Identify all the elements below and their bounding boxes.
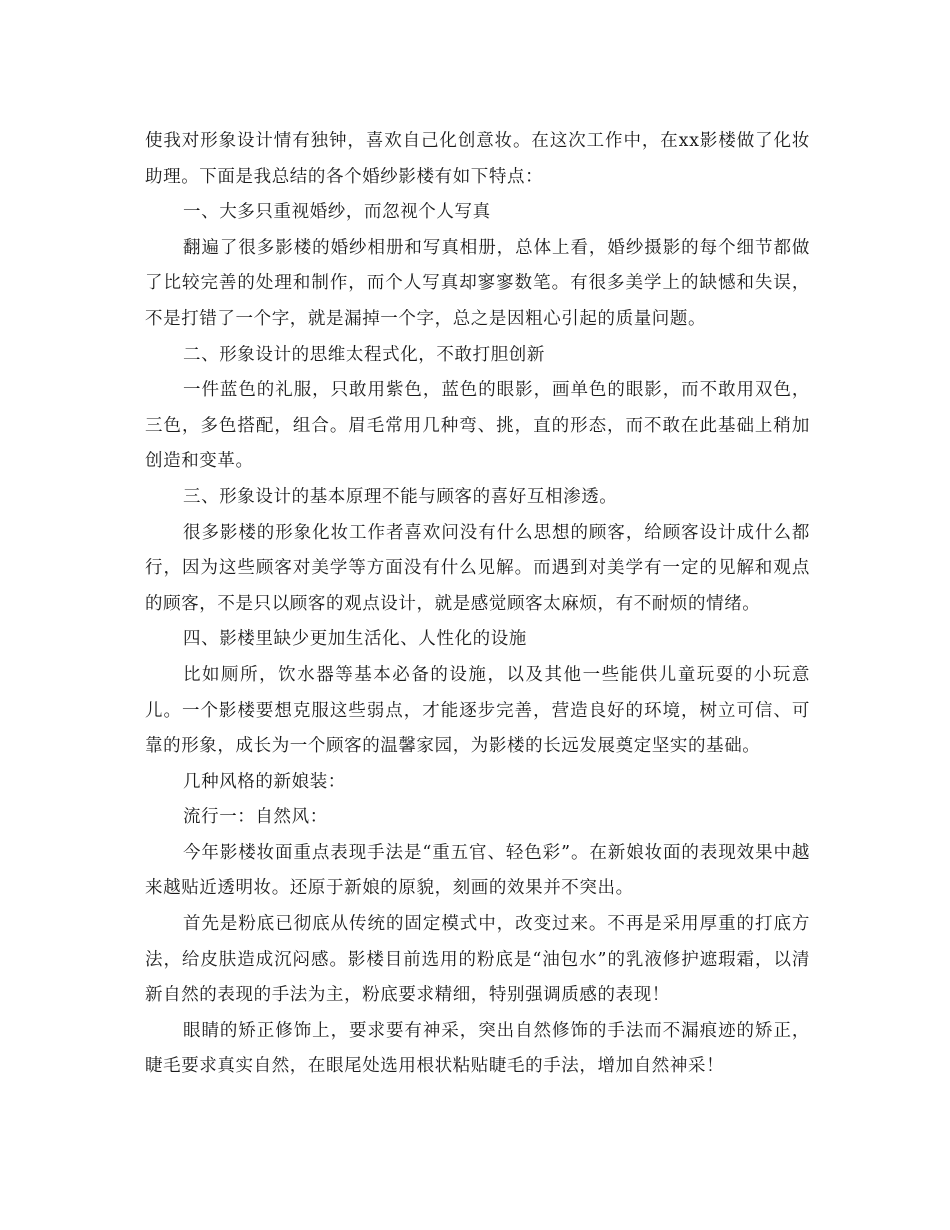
section-heading-1: 一、大多只重视婚纱，而忽视个人写真 [183,202,491,223]
paragraph-1: 翻遍了很多影楼的婚纱相册和写真相册，总体上看，婚纱摄影的每个细节都做了比较完善的处理和制作，而个人写真却寥寥数笔。有很多美学上的缺憾和失误，不是打错了一个字，就是漏掉一个字，总之是因粗心引起的质量问题。 [145,237,810,329]
section-heading-2: 二、形象设计的思维太程式化，不敢打胆创新 [183,344,545,365]
styles-heading: 几种风格的新娘装： [183,771,346,792]
trend-heading-1: 流行一：自然风： [183,807,328,828]
paragraph-5: 今年影楼妆面重点表现手法是“重五官、轻色彩”。在新娘妆面的表现效果中越来越贴近透明妆。还原于新娘的原貌，刻画的效果并不突出。 [145,842,810,899]
document-body [145,124,810,1085]
paragraph-2: 一件蓝色的礼服，只敢用紫色，蓝色的眼影，画单色的眼影，而不敢用双色，三色，多色搭配，组合。眉毛常用几种弯、挑，直的形态，而不敢在此基础上稍加创造和变革。 [145,380,810,472]
paragraph-6: 首先是粉底已彻底从传统的固定模式中，改变过来。不再是采用厚重的打底方法，给皮肤造成沉闷感。影楼目前选用的粉底是“油包水”的乳液修护遮瑕霜，以清新自然的表现的手法为主，粉底要求精细，特别强调质感的表现！ [145,914,810,1006]
paragraph-4: 比如厕所，饮水器等基本必备的设施，以及其他一些能供儿童玩耍的小玩意儿。一个影楼要想克服这些弱点，才能逐步完善，营造良好的环境，树立可信、可靠的形象，成长为一个顾客的温馨家园，为影楼的长远发展奠定坚实的基础。 [145,664,810,757]
paragraph-intro: 使我对形象设计情有独钟，喜欢自己化创意妆。在这次工作中，在xx影楼做了化妆助理。下面是我总结的各个婚纱影楼有如下特点： [145,131,810,187]
paragraph-7: 眼睛的矫正修饰上，要求要有神采，突出自然修饰的手法而不漏痕迹的矫正，睫毛要求真实自然，在眼尾处选用根状粘贴睫毛的手法，增加自然神采！ [145,1020,810,1077]
paragraph-3: 很多影楼的形象化妆工作者喜欢问没有什么思想的顾客，给顾客设计成什么都行，因为这些顾客对美学等方面没有什么见解。而遇到对美学有一定的见解和观点的顾客，不是只以顾客的观点设计，就是感觉顾客太麻烦，有不耐烦的情绪。 [145,522,810,614]
section-heading-4: 四、影楼里缺少更加生活化、人性化的设施 [183,629,527,650]
section-heading-3: 三、形象设计的基本原理不能与顾客的喜好互相渗透。 [183,486,618,507]
